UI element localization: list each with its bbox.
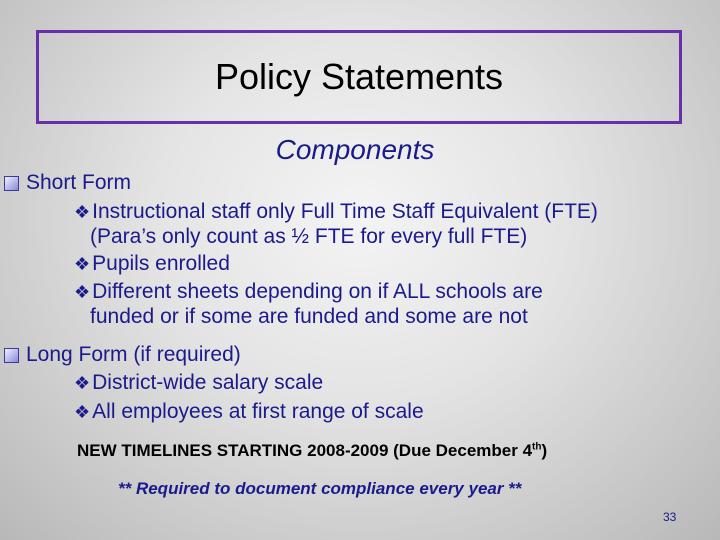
list-item	[74, 371, 323, 395]
list-item-text: Instructional staff only Full Time Staff Equivalent (FTE)	[92, 200, 598, 223]
timelines-text: NEW TIMELINES STARTING 2008-2009 (Due December 4	[77, 441, 533, 460]
diamond-bullet-icon: ❖	[74, 202, 91, 222]
timelines-sup: th	[532, 441, 542, 453]
page-number: 33	[663, 510, 677, 524]
list-item-text: Pupils enrolled	[92, 252, 230, 275]
list-item-text: All employees at first range of scale	[92, 400, 424, 423]
list-item	[74, 400, 424, 424]
diamond-bullet-icon: ❖	[74, 282, 91, 302]
components-heading: Components	[275, 134, 435, 165]
timelines-close: )	[541, 441, 548, 460]
diamond-bullet-icon: ❖	[74, 402, 91, 422]
short-form-heading: Short Form	[26, 171, 132, 194]
slide-title: Policy Statements	[214, 56, 504, 97]
long-form-bullet	[4, 343, 241, 367]
list-item	[74, 252, 230, 276]
checkbox-bullet-icon	[4, 348, 19, 363]
diamond-bullet-icon: ❖	[74, 254, 91, 274]
list-item-text: Different sheets depending on if ALL schools are	[92, 280, 543, 303]
list-item	[74, 200, 598, 224]
list-item-continuation: funded or if some are funded and some are not	[90, 305, 528, 328]
checkbox-bullet-icon	[4, 176, 19, 191]
title-box	[36, 30, 682, 124]
required-note: ** Required to document compliance every year **	[118, 479, 522, 498]
short-form-bullet	[4, 171, 131, 195]
list-item-text: District-wide salary scale	[92, 371, 324, 394]
timelines-note	[77, 441, 547, 461]
list-item-continuation: (Para’s only count as ½ FTE for every full FTE)	[90, 225, 528, 248]
list-item	[74, 280, 543, 304]
diamond-bullet-icon: ❖	[74, 373, 91, 393]
long-form-heading: Long Form (if required)	[26, 343, 241, 366]
